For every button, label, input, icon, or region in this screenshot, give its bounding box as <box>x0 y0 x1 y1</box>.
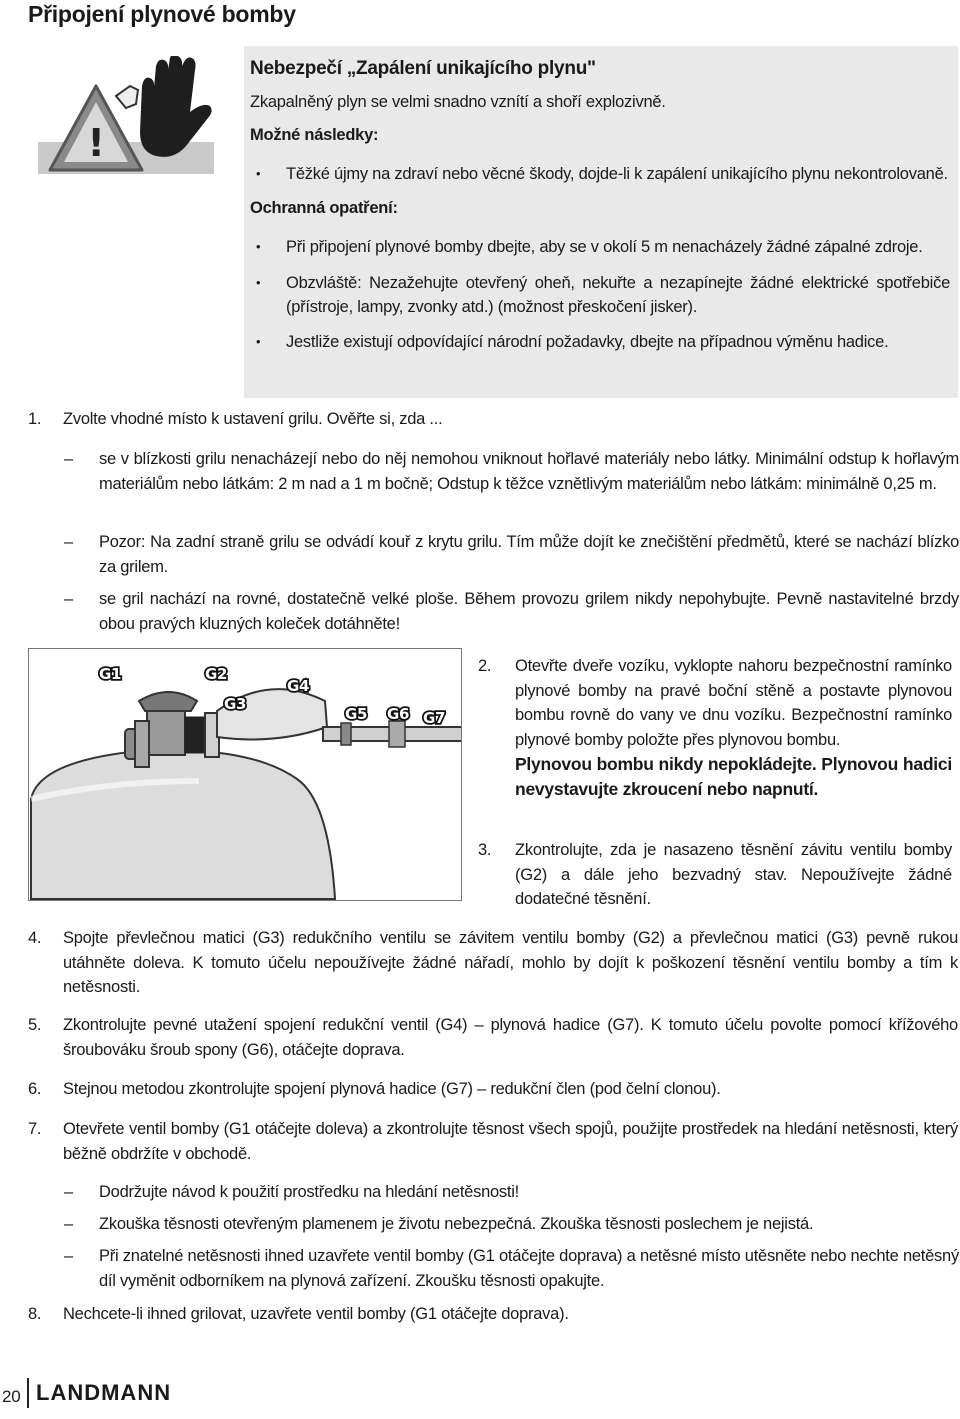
step-number: 2. <box>478 657 492 675</box>
step-number: 1. <box>28 410 42 428</box>
consequence-item: • Těžké újmy na zdraví nebo věcné škody, dojde-li k zapálení unikajícího plynu nekontrolovaně. <box>250 162 950 186</box>
step-text: Zkontrolujte, zda je nasazeno těsnění závitu ventilu bomby (G2) a dále jeho bezvadný stav. Nepoužívejte žádné dodatečné těsnění. <box>515 841 952 908</box>
step-number: 5. <box>28 1016 42 1034</box>
step-1 <box>28 407 958 432</box>
gas-connection-figure <box>28 648 462 901</box>
step-number: 4. <box>28 929 42 947</box>
svg-text:!: ! <box>87 121 105 165</box>
step-2 <box>478 654 952 801</box>
step-number: 7. <box>28 1120 42 1138</box>
measure-item: • Při připojení plynové bomby dbejte, aby se v okolí 5 m nenacházely žádné zápalné zdroje. <box>250 235 950 259</box>
step-1-item: – Pozor: Na zadní straně grilu se odvádí kouř z krytu grilu. Tím může dojít ke znečištění předmětů, které se nachází blízko za grilem. <box>64 533 959 576</box>
step-text: Spojte převlečnou matici (G3) redukčního ventilu se závitem ventilu bomby (G2) a převlečnou matici (G3) pevně rukou utáhněte doleva. K tomuto účelu nepoužívejte žádné nářadí, mohlo by dojít k poškození těsnění ventilu bomby a tím k netěsnosti. <box>63 929 958 996</box>
step-4 <box>28 926 958 1000</box>
measures-label: Ochranná opatření: <box>250 199 398 217</box>
step-text: Otevřete ventil bomby (G1 otáčejte doleva) a zkontrolujte těsnost všech spojů, použijte prostředek na hledání netěsnosti, který běžně obdržíte v obchodě. <box>63 1120 958 1163</box>
warning-hand-icon <box>38 56 218 178</box>
step-7 <box>28 1117 958 1166</box>
label-g1: G1 <box>99 665 122 683</box>
label-g7: G7 <box>423 709 446 727</box>
measure-item: • Obzvláště: Nezažehujte otevřený oheň, nekuřte a nezapínejte žádné elektrické spotřebiče (přístroje, lampy, zvonky atd.) (možnost přeskočení jisker). <box>250 271 950 319</box>
step-number: 8. <box>28 1305 42 1323</box>
step-7-item: – Dodržujte návod k použití prostředku na hledání netěsnosti! <box>64 1183 520 1201</box>
step-warning: Plynovou bombu nikdy nepokládejte. Plynovou hadici nevystavujte zkroucení nebo napnutí. <box>515 754 952 799</box>
step-6 <box>28 1077 958 1102</box>
step-number: 3. <box>478 841 492 859</box>
measure-item: • Jestliže existují odpovídající národní požadavky, dbejte na případnou výměnu hadice. <box>250 330 950 354</box>
step-text: Otevřte dveře vozíku, vyklopte nahoru bezpečnostní ramínko plynové bomby na pravé boční stěně a postavte plynovou bombu rovně do vany ve dnu vozíku. Bezpečnostní ramínko plynové bomby položte přes plynovou bombu. <box>515 657 952 749</box>
step-text: Zvolte vhodné místo k ustavení grilu. Ověřte si, zda ... <box>63 410 443 428</box>
step-8 <box>28 1302 958 1327</box>
step-1-item: – se v blízkosti grilu nenacházejí nebo do něj nemohou vniknout hořlavé materiály nebo látky. Minimální odstup k hořlavým materiálům nebo látkám: 2 m nad a 1 m bočně; Odstup k těžce vznětlivým materiálům nebo látkám: minimálně 0,25 m. <box>64 450 959 493</box>
footer <box>0 1380 260 1414</box>
page-title: Připojení plynové bomby <box>28 1 296 27</box>
regulator-diagram <box>29 649 461 900</box>
consequences-label: Možné následky: <box>250 126 379 144</box>
step-5 <box>28 1013 958 1062</box>
step-text: Zkontrolujte pevné utažení spojení redukční ventil (G4) – plynová hadice (G7). K tomuto účelu povolte pomocí křížového šroubováku šroub spony (G6), otáčejte doprava. <box>63 1016 958 1059</box>
footer-divider <box>27 1378 29 1408</box>
warning-intro: Zkapalněný plyn se velmi snadno vznítí a shoří explozivně. <box>250 93 666 111</box>
step-1-item: – se gril nachází na rovné, dostatečně velké ploše. Během provozu grilem nikdy nepohybujte. Pevně nastavitelné brzdy obou pravých kluzných koleček dotáhněte! <box>64 590 959 633</box>
step-7-item: – Zkouška těsnosti otevřeným plamenem je životu nebezpečná. Zkouška těsnosti poslechem je nejistá. <box>64 1215 814 1233</box>
label-g6: G6 <box>387 705 410 723</box>
step-3 <box>478 838 952 912</box>
warning-text <box>250 56 950 354</box>
step-text: Stejnou metodou zkontrolujte spojení plynová hadice (G7) – redukční člen (pod čelní clonou). <box>63 1080 721 1098</box>
page-number: 20 <box>2 1387 21 1406</box>
label-g3: G3 <box>224 695 247 713</box>
warning-heading: Nebezpečí „Zapálení unikajícího plynu" <box>250 58 596 79</box>
step-number: 6. <box>28 1080 42 1098</box>
brand-logo: LANDMANN <box>36 1380 172 1405</box>
label-g2: G2 <box>205 665 228 683</box>
label-g5: G5 <box>345 705 368 723</box>
step-text: Nechcete-li ihned grilovat, uzavřete ventil bomby (G1 otáčejte doprava). <box>63 1305 569 1323</box>
step-7-item: – Při znatelné netěsnosti ihned uzavřete ventil bomby (G1 otáčejte doprava) a netěsné místo utěsněte nebo nechte netěsný díl vyměnit odborníkem na plynová zařízení. Zkoušku těsnosti opakujte. <box>64 1247 959 1290</box>
label-g4: G4 <box>287 677 310 695</box>
